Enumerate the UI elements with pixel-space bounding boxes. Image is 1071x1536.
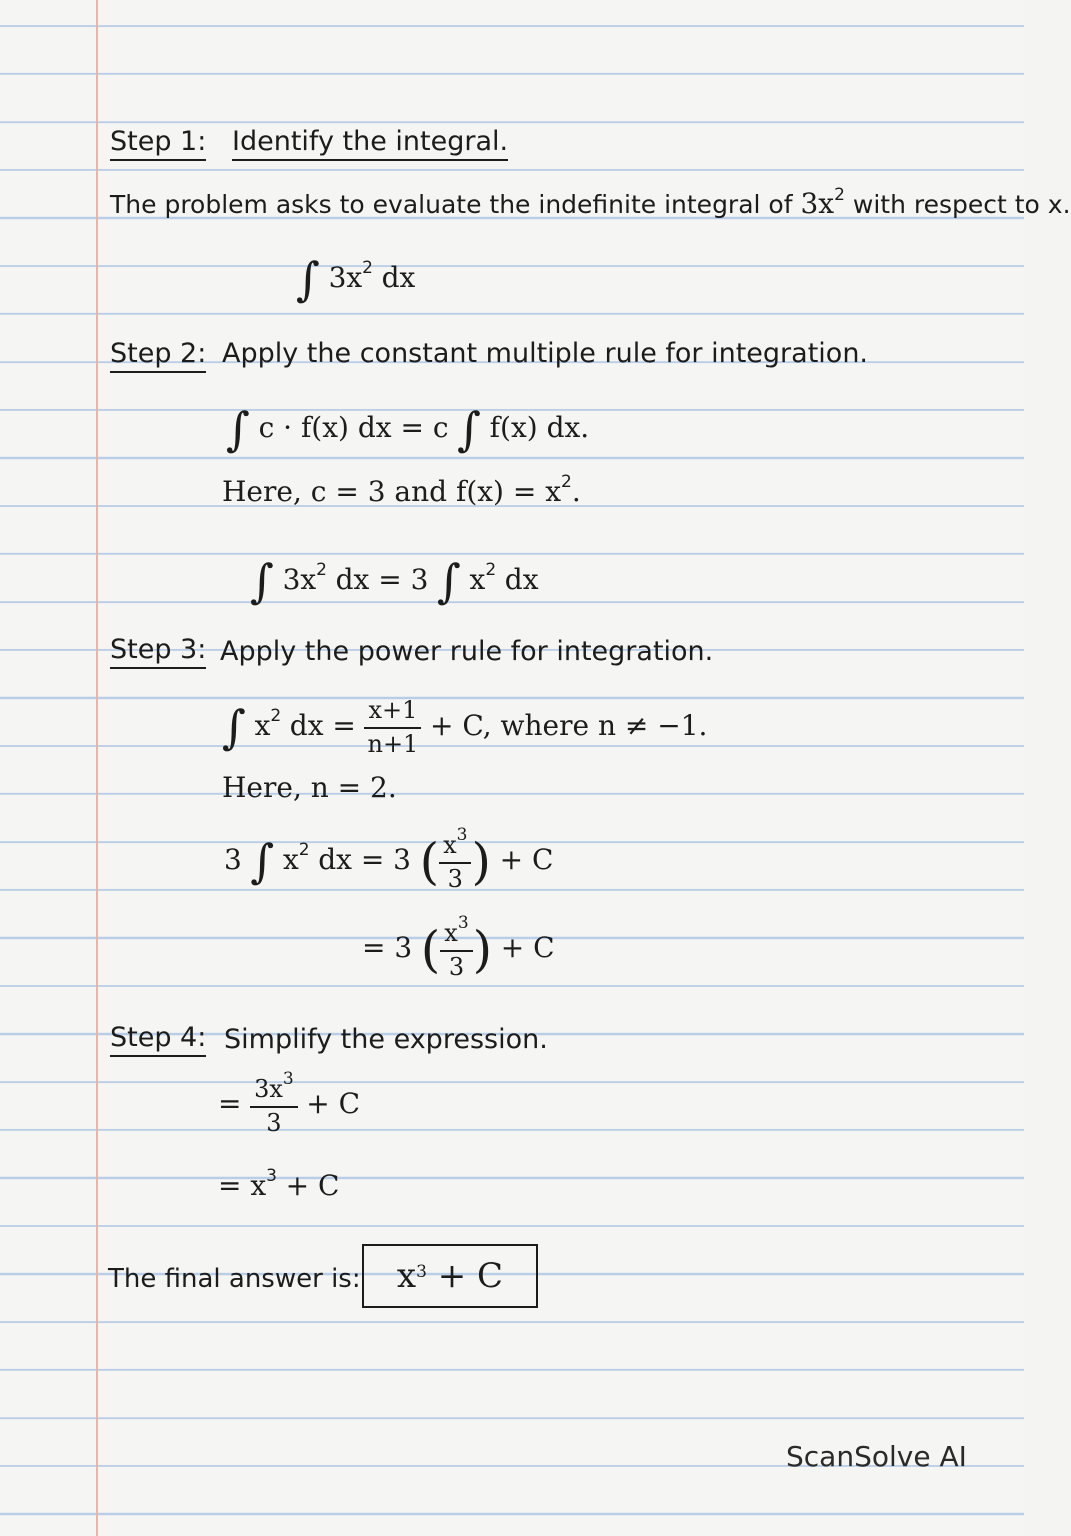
step2-eq-left-exp: 2 [316,560,327,580]
step3-rule-x: x [254,709,271,742]
step3-line2-left: = 3 [362,931,413,965]
step2-eq-right-exp: 2 [485,560,497,580]
step4-line2-eq: = x [218,1169,267,1202]
integral-sign: ∫ [436,554,461,608]
step3-rule-fraction [364,697,421,758]
step2-here-exp: 2 [561,472,572,492]
left-paren: ( [420,920,441,979]
step1-text-before: The problem asks to evaluate the indefinite integral of [110,190,793,219]
final-answer-tail: + C [437,1256,504,1296]
step1-description [110,184,1071,220]
step4-line1-num: 3x [254,1075,283,1103]
step3-line2-den: 3 [440,950,472,982]
step4-line2-tail: + C [285,1169,340,1202]
step4-line1-tail: + C [306,1087,361,1121]
final-answer-box [362,1244,538,1308]
step2-rule-right: f(x) dx. [489,411,590,444]
integral-sign: ∫ [226,402,250,456]
step1-eq-body: 3x [328,261,363,294]
step3-rule-exp: 2 [270,706,282,726]
step3-rule-num: x+1 [364,697,421,729]
step3-line1-dx: dx = 3 [318,843,411,877]
step3-line2 [362,913,555,981]
right-paren: ) [472,920,493,979]
step4-line1-fraction [250,1069,298,1137]
step3-label: Step 3: [110,636,206,669]
step3-line2-tail: + C [500,931,555,965]
step3-here: Here, n = 2. [222,771,397,804]
step2-label: Step 2: [110,340,206,373]
step2-here-text: Here, c = 3 and f(x) = x [222,475,562,508]
step3-rule-den: n+1 [367,729,419,758]
step2-title: Apply the constant multiple rule for integration. [222,338,869,369]
step2-eq-right-dx: dx [504,563,539,596]
step3-line1-num: x [443,831,457,859]
step3-line1-den: 3 [439,862,471,894]
integral-sign: ∫ [457,402,482,456]
step3-line2-fraction [440,913,472,981]
step2-rule-left: c · f(x) dx = c [258,411,449,444]
step4-line1-den: 3 [266,1108,282,1137]
brand-watermark: ScanSolve AI [786,1440,967,1473]
step4-line1-eq: = [218,1087,242,1121]
step3-rule [222,696,707,758]
step3-title: Apply the power rule for integration. [220,636,714,667]
step4-line2 [218,1166,340,1202]
step4-label: Step 4: [110,1024,206,1057]
step3-rule-tail: + C, where n ≠ −1. [429,709,708,742]
step3-line1-num-exp: 3 [456,825,468,845]
step3-rule-dx: dx = [289,709,356,742]
final-answer-x: x [396,1256,417,1296]
final-label: The final answer is: [108,1264,361,1294]
step1-eq-dx: dx [381,261,416,294]
step3-line2-num: x [444,919,458,947]
step2-eq-right: x [469,563,486,596]
step2-here [222,472,581,508]
integral-sign: ∫ [296,252,320,306]
left-paren: ( [419,832,440,891]
integral-sign: ∫ [222,700,246,754]
step3-line1-exp: 2 [298,840,310,861]
right-paren: ) [471,832,491,891]
step4-title: Simplify the expression. [224,1024,548,1055]
integral-sign: ∫ [250,554,274,608]
step1-text-exp: 2 [834,184,845,205]
step2-equation [250,550,539,608]
step2-eq-left-dx: dx = 3 [335,563,429,596]
step2-eq-left: 3x [282,563,317,596]
step3-line1-x: x [282,843,299,877]
step1-eq-exp: 2 [362,258,373,278]
step3-line1-fraction [439,825,471,893]
step1-label: Step 1: [110,128,206,161]
step3-line2-num-exp: 3 [457,913,469,933]
step2-here-end: . [571,475,581,508]
step3-line1-left: 3 [224,843,242,877]
final-answer-exp: 3 [416,1262,427,1282]
margin-line [96,0,98,1536]
step4-line2-exp: 3 [266,1166,277,1186]
step4-line1-num-exp: 3 [282,1069,294,1089]
step4-line1 [218,1069,361,1137]
step3-line1 [224,825,554,893]
step2-rule [226,398,590,456]
step1-text-after: with respect to x. [852,190,1071,219]
step1-integral [296,248,416,306]
step3-line1-tail: + C [499,843,554,877]
integral-sign: ∫ [250,834,275,889]
step1-title: Identify the integral. [232,128,508,161]
step1-text-expr: 3x [800,187,835,220]
